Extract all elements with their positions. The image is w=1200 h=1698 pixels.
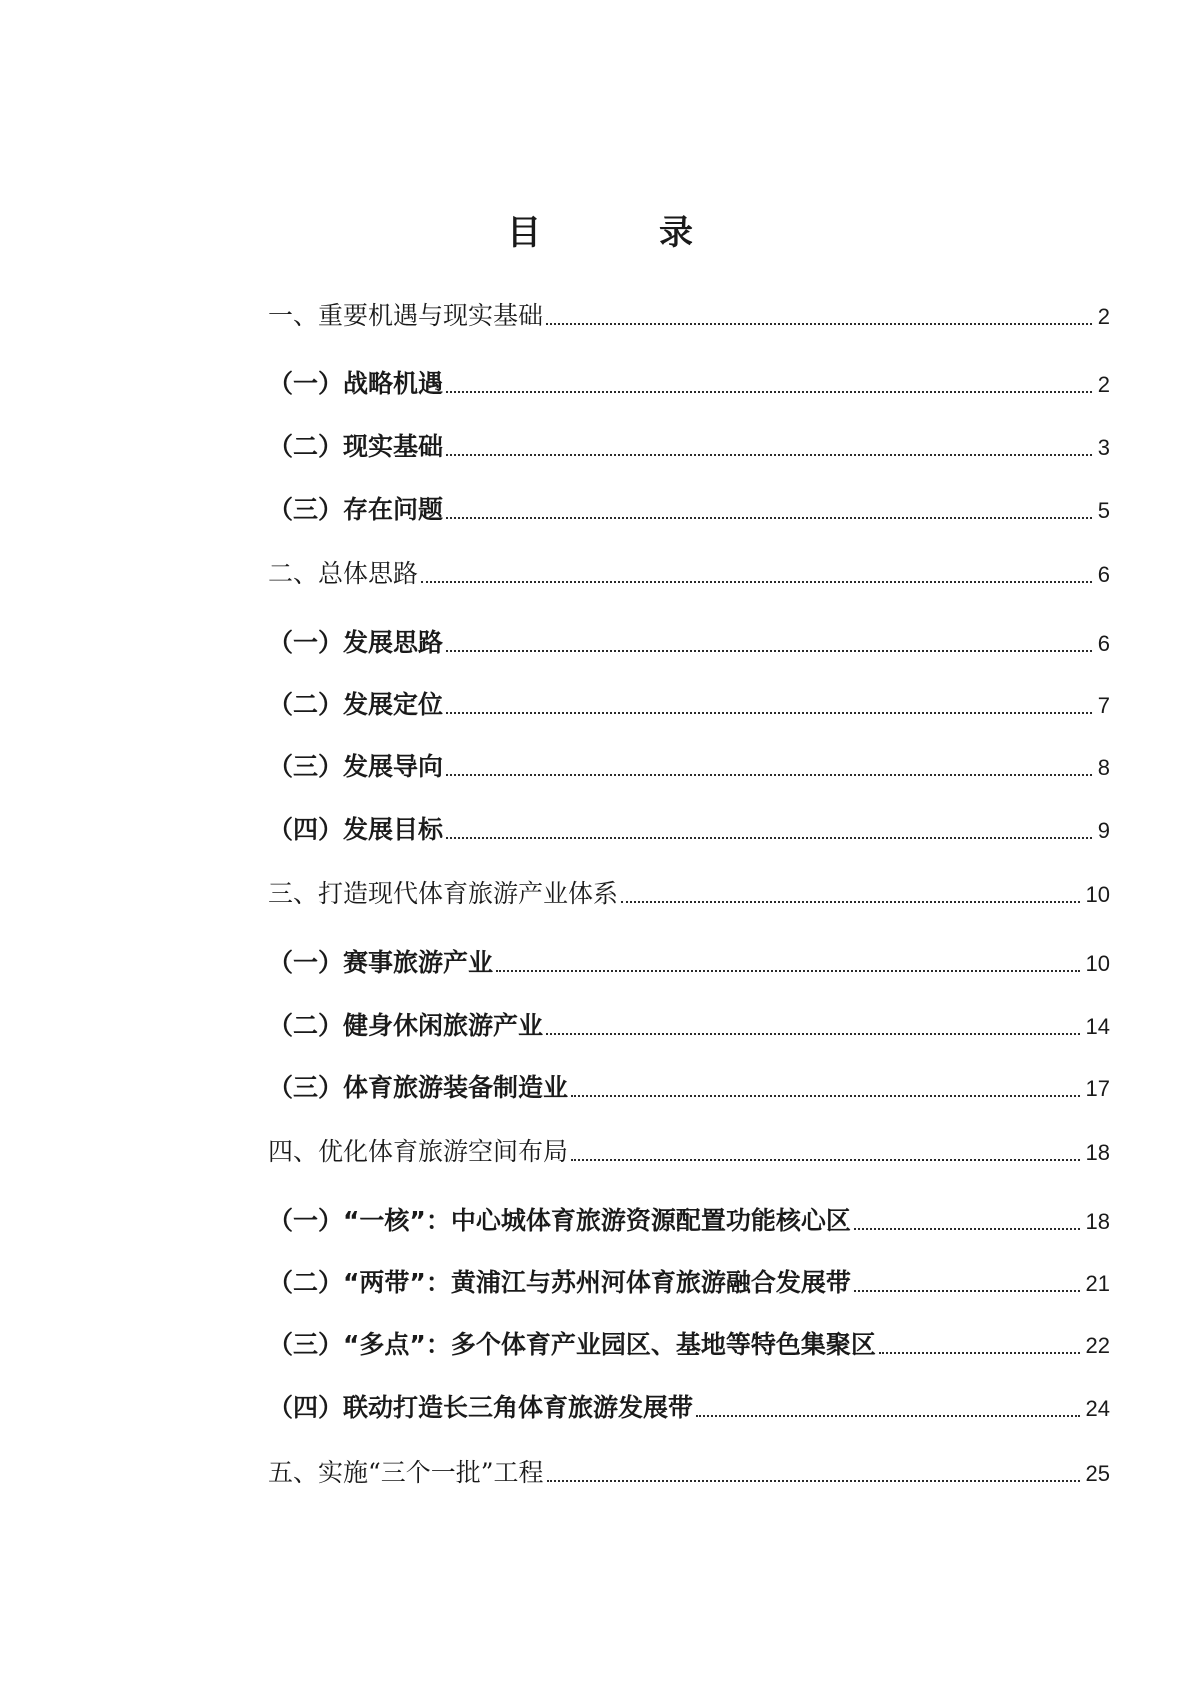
dot-leader [446, 650, 1092, 652]
toc-entry-title: （三）体育旅游装备制造业 [268, 1073, 569, 1102]
toc-entry-title: （三）发展导向 [268, 752, 444, 781]
toc-entry[interactable] [268, 1449, 1110, 1489]
toc-entry[interactable] [268, 806, 1110, 846]
toc-entry-title: 一、重要机遇与现实基础 [268, 301, 544, 330]
toc-page-number: 21 [1085, 1271, 1110, 1296]
dot-leader [547, 1480, 1080, 1482]
dot-leader [446, 517, 1092, 519]
toc-entry[interactable] [268, 486, 1110, 526]
dot-leader [571, 1159, 1080, 1161]
toc-page-number: 9 [1097, 818, 1110, 843]
toc-page-number: 18 [1085, 1140, 1110, 1165]
toc-entry[interactable] [268, 1197, 1110, 1237]
dot-leader [446, 454, 1092, 456]
dot-leader [446, 837, 1092, 839]
toc-entry[interactable] [268, 550, 1110, 590]
toc-entry[interactable] [268, 360, 1110, 400]
dot-leader [696, 1415, 1080, 1417]
toc-entry-title: （二）发展定位 [268, 690, 444, 719]
toc-page-number: 10 [1085, 951, 1110, 976]
toc-page-number: 14 [1085, 1014, 1110, 1039]
toc-entry[interactable] [268, 1321, 1110, 1361]
toc-entry[interactable] [268, 1002, 1110, 1042]
dot-leader [571, 1095, 1080, 1097]
toc-entry-title: （一）战略机遇 [268, 369, 444, 398]
toc-page-number: 17 [1085, 1076, 1110, 1101]
toc-page-number: 5 [1097, 498, 1110, 523]
toc-entry[interactable] [268, 1064, 1110, 1104]
toc-page-number: 2 [1097, 304, 1110, 329]
toc-entry[interactable] [268, 619, 1110, 659]
dot-leader [421, 581, 1092, 583]
toc-entry-title: 四、优化体育旅游空间布局 [268, 1137, 569, 1166]
toc-entry-title: 二、总体思路 [268, 559, 419, 588]
dot-leader [446, 774, 1092, 776]
toc-entry-title: （四）发展目标 [268, 815, 444, 844]
toc-page-number: 6 [1097, 631, 1110, 656]
toc-entry[interactable] [268, 1259, 1110, 1299]
toc-entry[interactable] [268, 939, 1110, 979]
dot-leader [546, 323, 1092, 325]
toc-entry[interactable] [268, 743, 1110, 783]
toc-page-number: 7 [1097, 693, 1110, 718]
toc-page-number: 10 [1085, 882, 1110, 907]
toc-entry[interactable] [268, 1384, 1110, 1424]
toc-page-number: 8 [1097, 755, 1110, 780]
dot-leader [446, 391, 1092, 393]
toc-entry-title: （四）联动打造长三角体育旅游发展带 [268, 1393, 694, 1422]
dot-leader [854, 1290, 1080, 1292]
toc-entry-title: （三）存在问题 [268, 495, 444, 524]
toc-page-number: 24 [1085, 1396, 1110, 1421]
dot-leader [621, 901, 1080, 903]
toc-page-number: 22 [1085, 1333, 1110, 1358]
toc-page-number: 18 [1085, 1209, 1110, 1234]
dot-leader [546, 1033, 1080, 1035]
dot-leader [879, 1352, 1080, 1354]
toc-entry-title: （一）发展思路 [268, 628, 444, 657]
toc-entry-title: （三）“多点”：多个体育产业园区、基地等特色集聚区 [268, 1330, 876, 1359]
toc-entry-title: （二）“两带”：黄浦江与苏州河体育旅游融合发展带 [268, 1268, 851, 1297]
toc-entry[interactable] [268, 681, 1110, 721]
toc-page-number: 6 [1097, 562, 1110, 587]
toc-entry-title: 三、打造现代体育旅游产业体系 [268, 879, 619, 908]
dot-leader [496, 970, 1080, 972]
toc-entry[interactable] [268, 292, 1110, 332]
toc-entry[interactable] [268, 1128, 1110, 1168]
toc-entry-title: （二）现实基础 [268, 432, 444, 461]
toc-entry[interactable] [268, 423, 1110, 463]
toc-page-number: 3 [1097, 435, 1110, 460]
dot-leader [854, 1228, 1080, 1230]
toc-entry[interactable] [268, 870, 1110, 910]
toc-entry-title: （一）赛事旅游产业 [268, 948, 494, 977]
toc-page-number: 25 [1085, 1461, 1110, 1486]
dot-leader [446, 712, 1092, 714]
toc-entry-title: （一）“一核”：中心城体育旅游资源配置功能核心区 [268, 1206, 851, 1235]
toc-title: 目 录 [507, 213, 735, 253]
toc-entry-title: 五、实施“三个一批”工程 [268, 1458, 544, 1487]
toc-entry-title: （二）健身休闲旅游产业 [268, 1011, 544, 1040]
toc-page-number: 2 [1097, 372, 1110, 397]
